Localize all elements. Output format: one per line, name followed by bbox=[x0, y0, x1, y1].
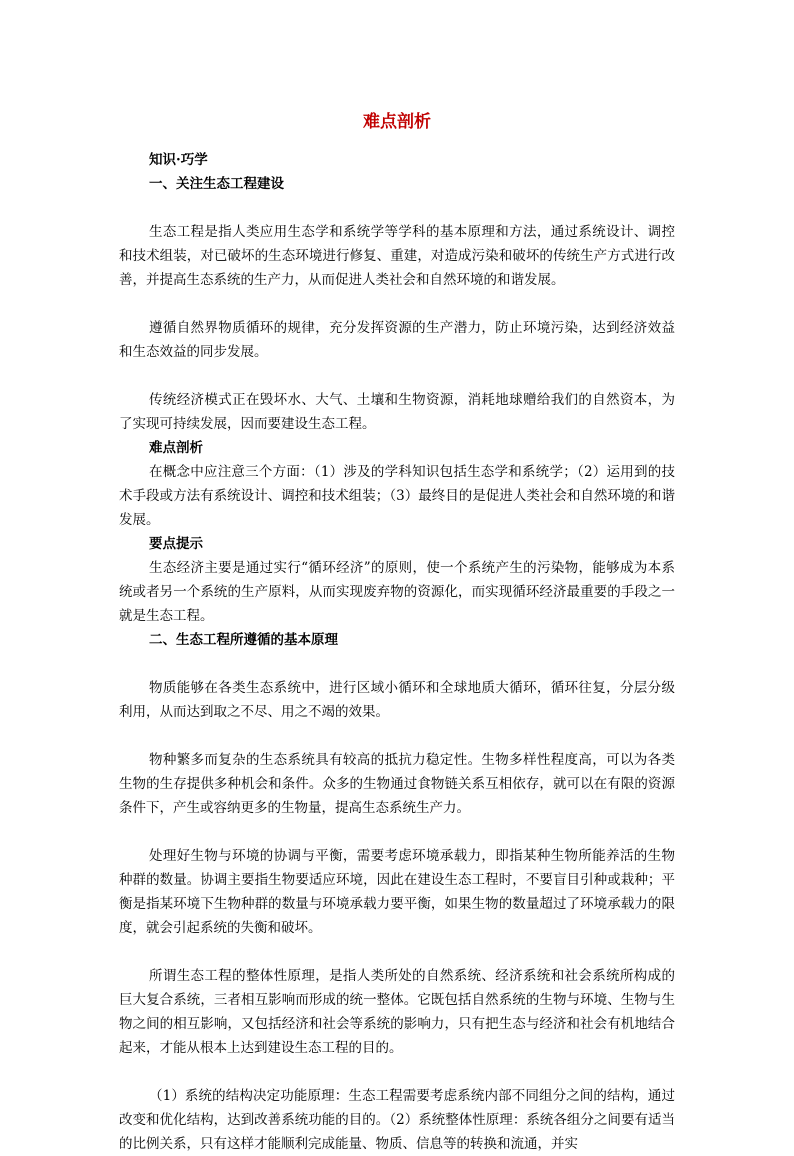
section-label: 知识·巧学 bbox=[149, 152, 208, 168]
paragraph-9: 所谓生态工程的整体性原理，是指人类所处的自然系统、经济系统和社会系统所构成的巨大复合系统，三者相互影响而形成的统一整体。它既包括自然系统的生物与环境、生物与生物之间的相互影响，又包括经济和社会等系统的影响力，只有把生态与经济和社会有机地结合起来，才能从根本上达到建设生态工程的目的。 bbox=[119, 968, 675, 1056]
paragraph-5: 生态经济主要是通过实行“循环经济”的原则，使一个系统产生的污染物，能够成为本系统或者另一个系统的生产原料，从而实现废弃物的资源化，而实现循环经济最重要的手段之一就是生态工程。 bbox=[119, 560, 675, 624]
document-title: 难点剖析 bbox=[363, 112, 431, 132]
paragraph-3: 传统经济模式正在毁坏水、大气、土壤和生物资源，消耗地球赠给我们的自然资本，为了实现可持续发展，因而要建设生态工程。 bbox=[119, 392, 675, 432]
heading-2: 二、生态工程所遵循的基本原理 bbox=[149, 632, 338, 648]
paragraph-4: 在概念中应注意三个方面：（1）涉及的学科知识包括生态学和系统学；（2）运用到的技术手段或方法有系统设计、调控和技术组装；（3）最终目的是促进人类社会和自然环境的和谐发展。 bbox=[119, 464, 675, 528]
paragraph-1: 生态工程是指人类应用生态学和系统学等学科的基本原理和方法，通过系统设计、调控和技术组装，对已破坏的生态环境进行修复、重建，对造成污染和破坏的传统生产方式进行改善，并提高生态系统的生产力，从而促进人类社会和自然环境的和谐发展。 bbox=[119, 224, 675, 288]
paragraph-2: 遵循自然界物质循环的规律，充分发挥资源的生产潜力，防止环境污染，达到经济效益和生态效益的同步发展。 bbox=[119, 320, 675, 360]
paragraph-7: 物种繁多而复杂的生态系统具有较高的抵抗力稳定性。生物多样性程度高，可以为各类生物的生存提供多种机会和条件。众多的生物通过食物链关系互相依存，就可以在有限的资源条件下，产生或容纳更多的生物量，提高生态系统生产力。 bbox=[119, 752, 675, 816]
heading-1: 一、关注生态工程建设 bbox=[149, 176, 284, 192]
subheading-difficulty: 难点剖析 bbox=[149, 440, 203, 456]
paragraph-8: 处理好生物与环境的协调与平衡，需要考虑环境承载力，即指某种生物所能养活的生物种群的数量。协调主要指生物要适应环境，因此在建设生态工程时，不要盲目引种或栽种；平衡是指某环境下生物种群的数量与环境承载力要平衡，如果生物的数量超过了环境承载力的限度，就会引起系统的失衡和破坏。 bbox=[119, 848, 675, 936]
paragraph-6: 物质能够在各类生态系统中，进行区域小循环和全球地质大循环，循环往复，分层分级利用，从而达到取之不尽、用之不竭的效果。 bbox=[119, 680, 675, 720]
document-page bbox=[119, 100, 675, 1156]
subheading-key-points: 要点提示 bbox=[149, 536, 203, 552]
paragraph-10: （1）系统的结构决定功能原理：生态工程需要考虑系统内部不同组分之间的结构，通过改变和优化结构，达到改善系统功能的目的。（2）系统整体性原理：系统各组分之间要有适当的比例关系，只有这样才能顺利完成能量、物质、信息等的转换和流通，并实 bbox=[119, 1088, 675, 1152]
